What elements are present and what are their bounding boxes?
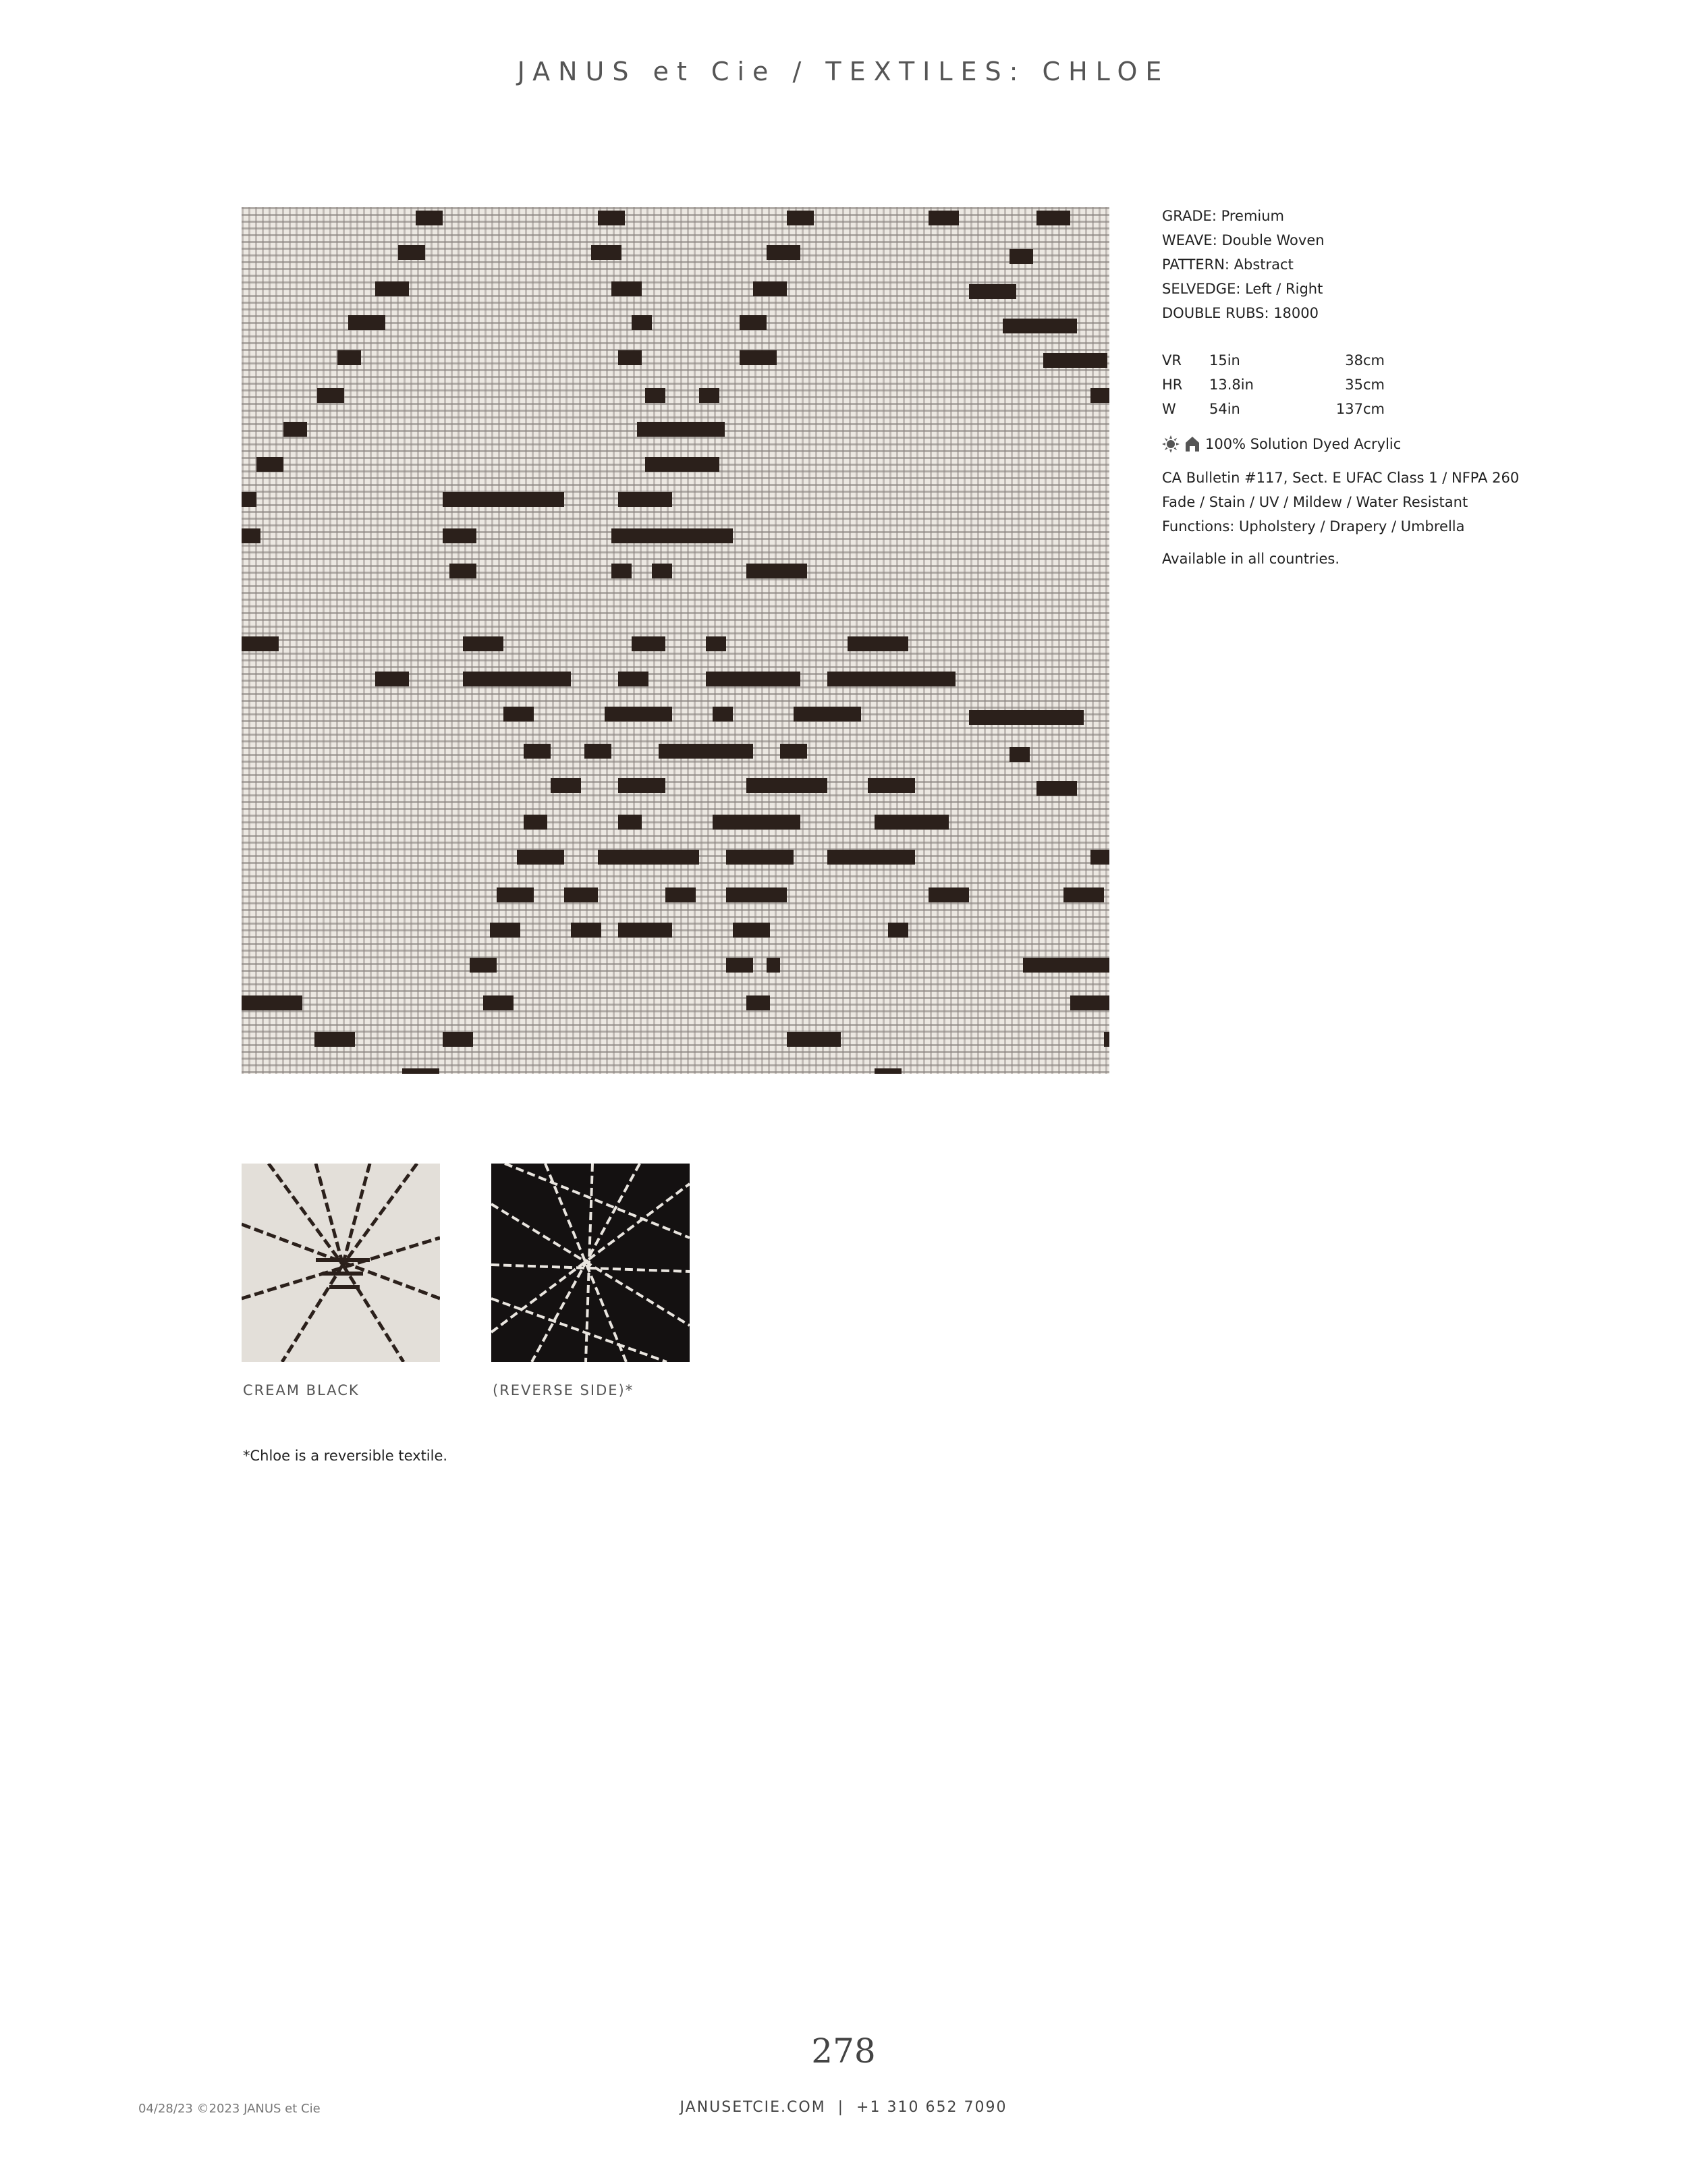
spec-availability: Available in all countries. [1162, 551, 1340, 567]
colorway-label-reverse: (REVERSE SIDE)* [493, 1382, 634, 1398]
dim-label: HR [1162, 377, 1183, 393]
dim-metric: 137cm [1335, 401, 1385, 417]
spec-resistance: Fade / Stain / UV / Mildew / Water Resistant [1162, 494, 1468, 510]
page-title: JANUS et Cie / TEXTILES: CHLOE [517, 57, 1170, 86]
sun-icon [1162, 435, 1180, 453]
spec-functions: Functions: Upholstery / Drapery / Umbrella [1162, 518, 1465, 535]
content-line [1162, 432, 1661, 456]
spec-panel [1162, 204, 1661, 571]
dim-metric: 38cm [1345, 352, 1385, 368]
colorway-swatch-cream-black[interactable] [242, 1164, 440, 1362]
dim-imperial: 13.8in [1209, 377, 1254, 393]
dim-imperial: 54in [1209, 401, 1240, 417]
main-fabric-swatch [242, 207, 1109, 1074]
content-text: 100% Solution Dyed Acrylic [1205, 436, 1402, 452]
page-number: 278 [811, 2031, 876, 2071]
spec-weave: WEAVE: Double Woven [1162, 232, 1325, 248]
dimensions-table [1162, 348, 1661, 421]
reversible-note: *Chloe is a reversible textile. [243, 1448, 448, 1464]
colorway-swatch-reverse[interactable] [491, 1164, 690, 1362]
spec-double-rubs: DOUBLE RUBS: 18000 [1162, 305, 1319, 321]
spec-grade: GRADE: Premium [1162, 208, 1285, 224]
dim-imperial: 15in [1209, 352, 1240, 368]
dim-metric: 35cm [1345, 377, 1385, 393]
spec-selvedge: SELVEDGE: Left / Right [1162, 281, 1323, 297]
spec-bulletin: CA Bulletin #117, Sect. E UFAC Class 1 / NFPA 260 [1162, 470, 1520, 486]
spec-pattern: PATTERN: Abstract [1162, 256, 1294, 273]
footer-copyright: 04/28/23 ©2023 JANUS et Cie [138, 2102, 321, 2116]
footer-contact[interactable]: JANUSETCIE.COM | +1 310 652 7090 [680, 2099, 1007, 2116]
colorway-label-cream-black: CREAM BLACK [243, 1382, 360, 1398]
house-icon [1185, 436, 1200, 452]
dim-label: VR [1162, 352, 1182, 368]
dim-label: W [1162, 401, 1176, 417]
